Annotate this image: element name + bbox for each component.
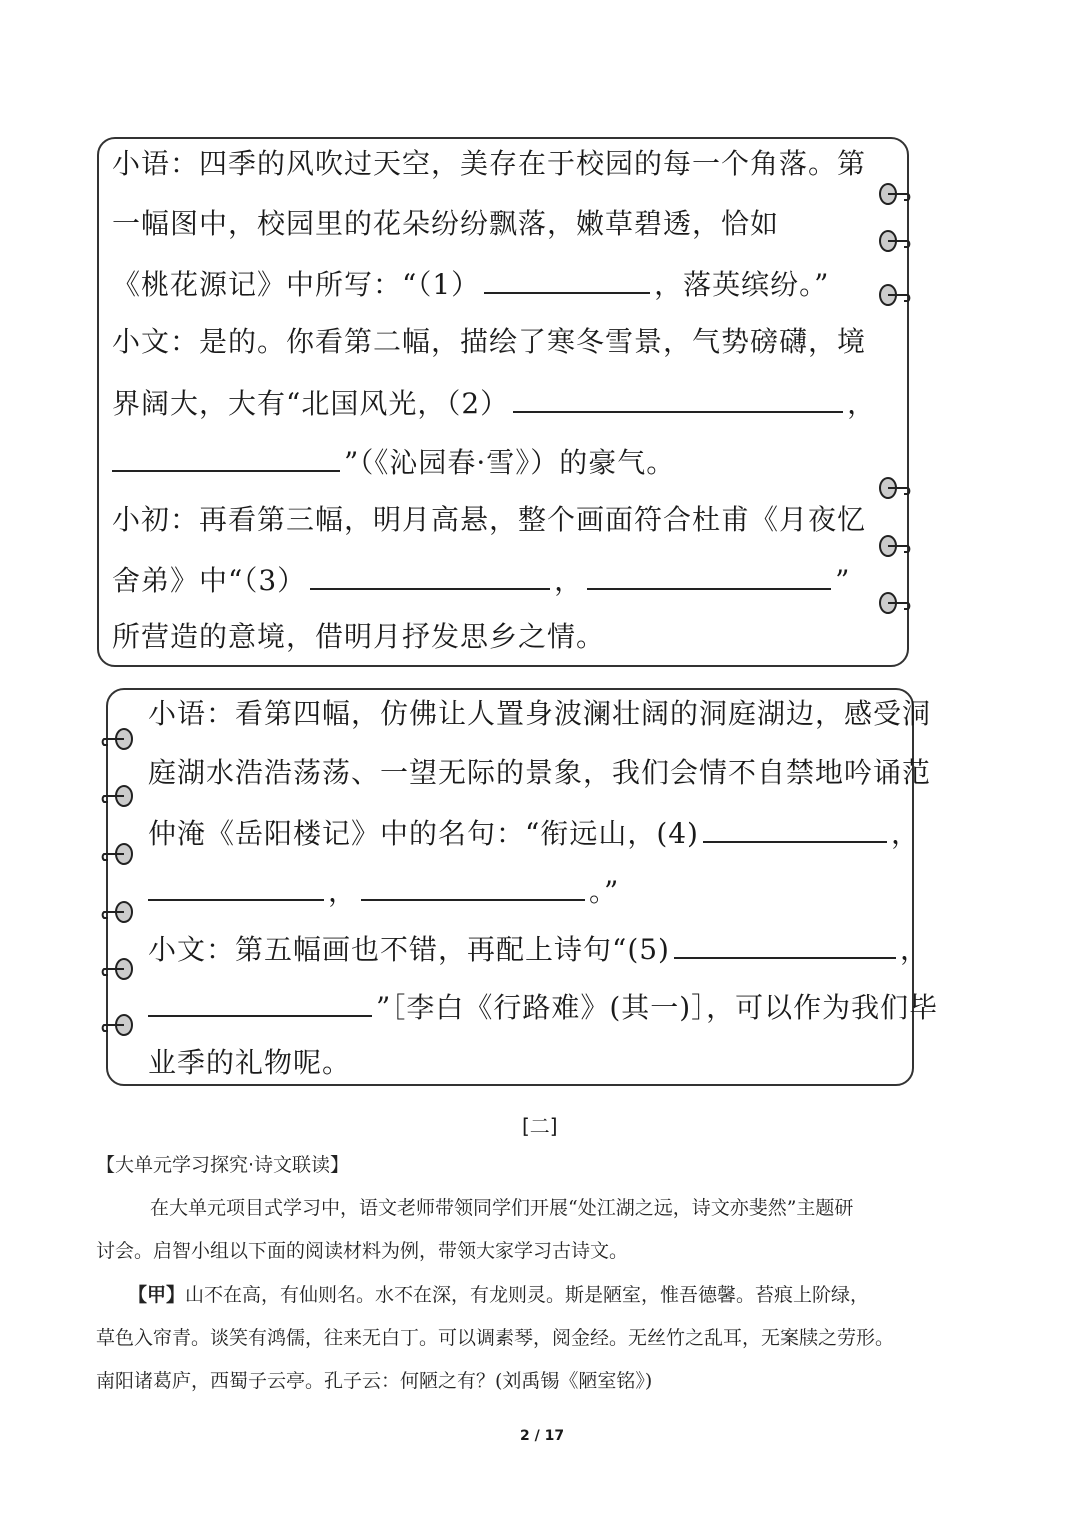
binder-ring-icon (878, 283, 914, 307)
page-number: 2 / 17 (520, 1428, 565, 1444)
text: 。” (589, 875, 620, 908)
box1-line-5 (112, 385, 876, 421)
box1-line-7: 小初：再看第三幅，明月高悬，整个画面符合杜甫《月夜忆 (112, 503, 867, 536)
binder-ring-icon (98, 842, 134, 866)
section-heading: 【大单元学习探究·诗文联读】 (96, 1154, 350, 1176)
box1-line-1: 小语：四季的风吹过天空，美存在于校园的每一个角落。第 (112, 147, 867, 180)
intro-line-2: 讨会。启智小组以下面的阅读材料为例，带领大家学习古诗文。 (96, 1240, 629, 1262)
binder-ring-icon (98, 727, 134, 751)
binder-ring-icon (98, 1013, 134, 1037)
text: 舍弟》中“（3） (112, 564, 307, 597)
box2-line-4 (148, 873, 619, 909)
binder-ring-icon (878, 182, 914, 206)
box1-line-6 (112, 444, 675, 480)
passage-label: 【甲】 (128, 1284, 186, 1306)
box1-line-4: 小文：是的。你看第二幅，描绘了寒冬雪景，气势磅礴，境 (112, 325, 867, 358)
text: 界阔大，大有“北国风光，（2） (112, 387, 510, 420)
text: ，落英缤纷。” (654, 268, 830, 301)
intro-line-1: 在大单元项目式学习中，语文老师带领同学们开展“处江湖之远，诗文亦斐然”主题研 (150, 1197, 854, 1219)
text: ， (847, 387, 877, 420)
box2-line-5 (148, 931, 929, 967)
section-mark: [二] (522, 1114, 558, 1138)
binder-ring-icon (98, 900, 134, 924)
text: ， (890, 817, 920, 850)
binder-ring-icon (878, 591, 914, 615)
text: ， (554, 564, 584, 597)
text: ”［李白《行路难》(其一)］，可以作为我们毕 (376, 991, 939, 1024)
binder-ring-icon (878, 229, 914, 253)
text: ” (835, 564, 851, 597)
box1-line-3 (112, 266, 829, 302)
binder-ring-icon (98, 957, 134, 981)
box2-line-3 (148, 815, 920, 851)
answer-blank-2b[interactable] (112, 444, 340, 472)
binder-ring-icon (98, 784, 134, 808)
text: 仲淹《岳阳楼记》中的名句：“衔远山，(4) (148, 817, 699, 850)
answer-blank-2a[interactable] (513, 385, 843, 413)
answer-blank-4b[interactable] (148, 873, 324, 901)
text: ”（《沁园春·雪》）的豪气。 (344, 446, 676, 479)
answer-blank-4c[interactable] (361, 873, 585, 901)
answer-blank-4a[interactable] (703, 815, 887, 843)
answer-blank-3b[interactable] (587, 562, 831, 590)
answer-blank-3a[interactable] (310, 562, 550, 590)
binder-ring-icon (878, 534, 914, 558)
text: 山不在高，有仙则名。水不在深，有龙则灵。斯是陋室，惟吾德馨。苔痕上阶绿， (185, 1284, 870, 1306)
text: ， (328, 875, 358, 908)
passage-line-3: 南阳诸葛庐，西蜀子云亭。孔子云：何陋之有？(刘禹锡《陋室铭》) (96, 1370, 653, 1392)
text: 小文：第五幅画也不错，再配上诗句“(5) (148, 933, 670, 966)
box1-line-2: 一幅图中，校园里的花朵纷纷飘落，嫩草碧透，恰如 (112, 207, 780, 240)
text: 《桃花源记》中所写：“（1） (112, 268, 481, 301)
box2-line-1: 小语：看第四幅，仿佛让人置身波澜壮阔的洞庭湖边，感受洞 (148, 697, 932, 730)
answer-blank-1[interactable] (484, 266, 650, 294)
box1-line-9: 所营造的意境，借明月抒发思乡之情。 (112, 620, 606, 653)
box1-line-8 (112, 562, 850, 598)
passage-line-1 (128, 1282, 869, 1308)
answer-blank-5b[interactable] (148, 989, 372, 1017)
text: ， (899, 933, 929, 966)
binder-ring-icon (878, 476, 914, 500)
box2-line-6 (148, 989, 938, 1025)
answer-blank-5a[interactable] (674, 931, 896, 959)
passage-line-2: 草色入帘青。谈笑有鸿儒，往来无白丁。可以调素琴，阅金经。无丝竹之乱耳，无案牍之劳形。 (96, 1327, 895, 1349)
box2-line-7: 业季的礼物呢。 (148, 1046, 352, 1079)
box2-line-2: 庭湖水浩浩荡荡、一望无际的景象，我们会情不自禁地吟诵范 (148, 756, 932, 789)
